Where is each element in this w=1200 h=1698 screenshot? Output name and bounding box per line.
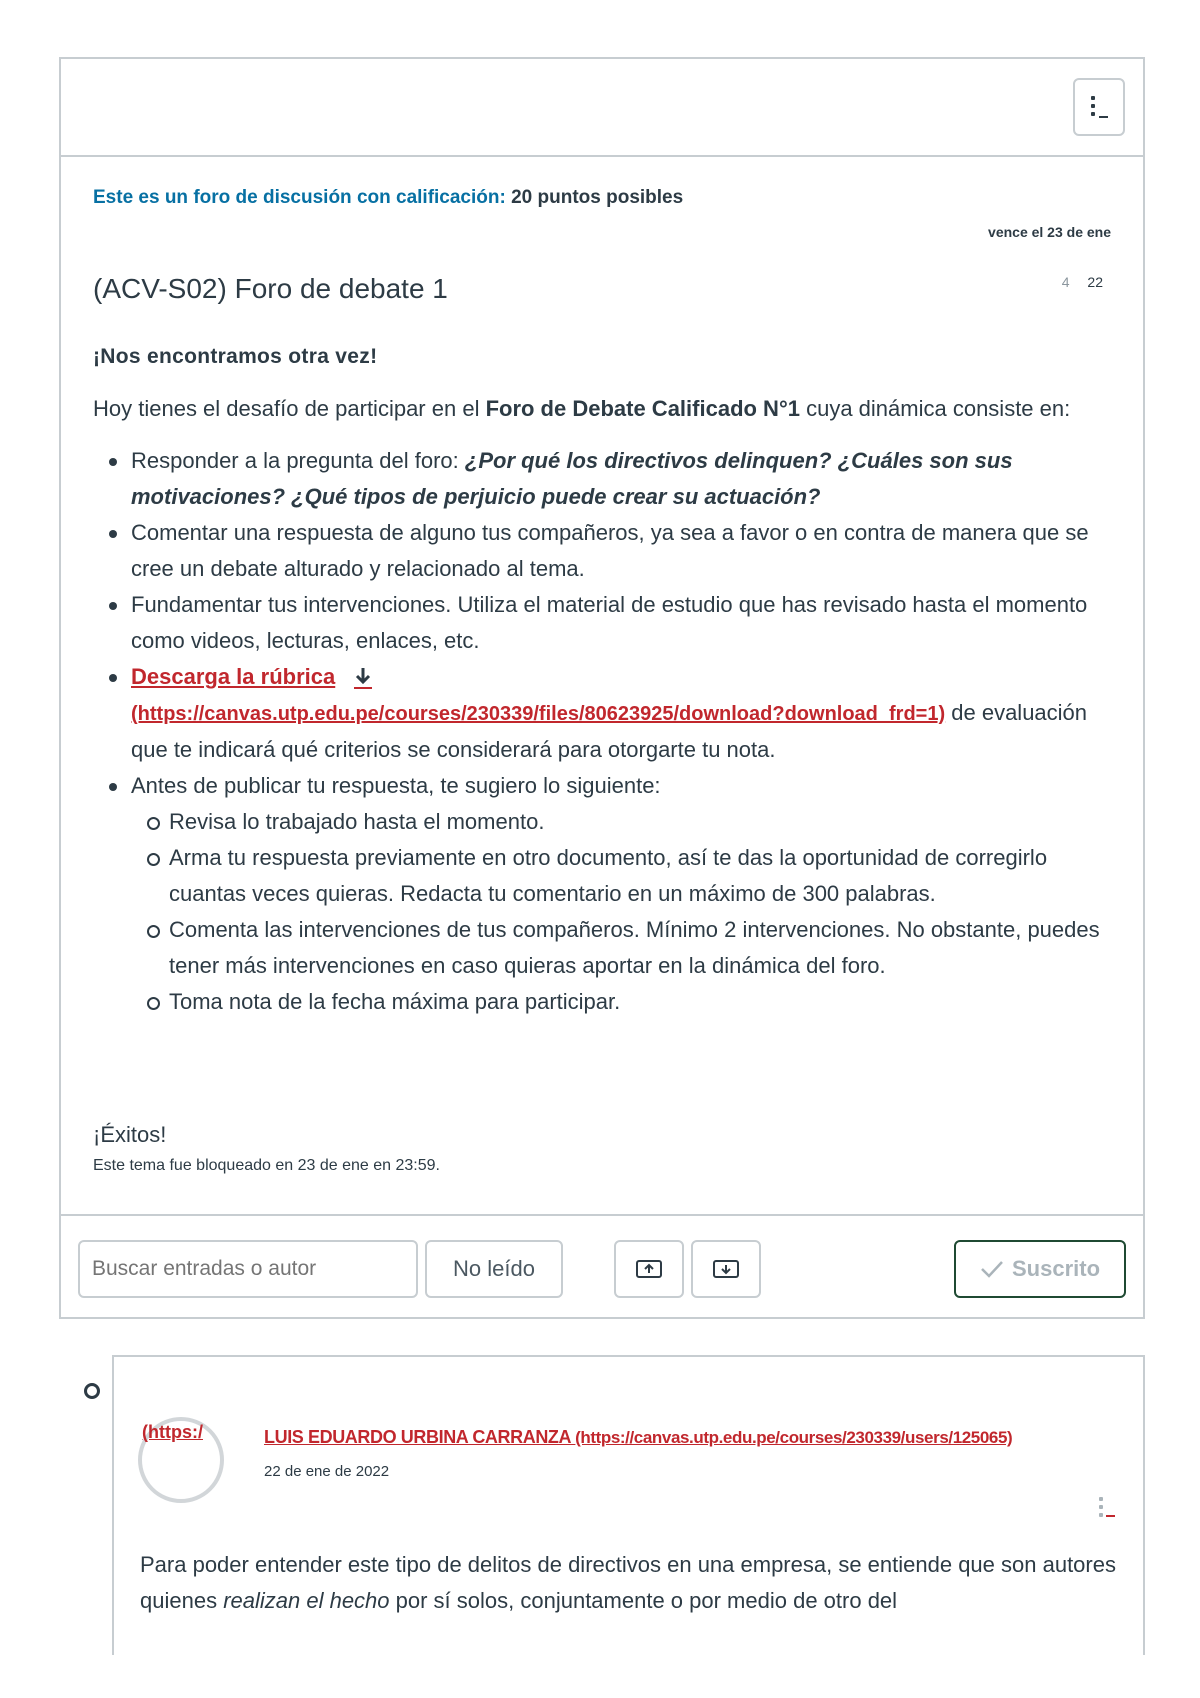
- topic-message: [93, 339, 1113, 1020]
- list-item: Comentar una respuesta de alguno tus compañeros, ya sea a favor o en contra de manera que se cree un debate alturado y relacionado al tema.: [93, 515, 1113, 587]
- graded-lead-text: Este es un foro de discusión con calificación:: [93, 187, 506, 208]
- list-item: Responder a la pregunta del foro: ¿Por qué los directivos delinquen? ¿Cuáles son sus motivaciones? ¿Qué tipos de perjuicio puede crear su actuación?: [93, 443, 1113, 515]
- unread-count: 4: [1061, 274, 1070, 290]
- search-input[interactable]: [78, 1240, 418, 1298]
- collapse-icon: [636, 1258, 662, 1280]
- sub-list-item: Comenta las intervenciones de tus compañeros. Mínimo 2 intervenciones. No obstante, puedes tener más intervenciones en caso quieras aportar en la dinámica del foro.: [131, 912, 1113, 984]
- topic-header-bar: [61, 59, 1143, 157]
- locked-notice: Este tema fue bloqueado en 23 de ene en 23:59.: [93, 1157, 440, 1174]
- unread-filter-button[interactable]: No leído: [425, 1240, 563, 1298]
- points-possible: 20 puntos posibles: [511, 187, 684, 208]
- more-options-icon: [1091, 96, 1108, 118]
- topic-options-button[interactable]: [1073, 78, 1125, 136]
- discussion-entry: [112, 1355, 1145, 1655]
- author-name-link[interactable]: LUIS EDUARDO URBINA CARRANZA (https://canvas.utp.edu.pe/courses/230339/users/125065): [264, 1427, 1013, 1447]
- sub-list-item: Arma tu respuesta previamente en otro documento, así te das la oportunidad de corregirlo cuantas veces quieras. Redacta tu comentario en un máximo de 300 palabras.: [131, 840, 1113, 912]
- total-count: 22: [1087, 274, 1103, 290]
- more-options-icon: [1099, 1497, 1103, 1517]
- graded-discussion-notice: [93, 187, 683, 209]
- sub-list-item: Toma nota de la fecha máxima para participar.: [131, 984, 1113, 1020]
- collapse-replies-button[interactable]: [614, 1240, 684, 1298]
- suggestions-list: [131, 804, 1113, 1020]
- entry-options-button[interactable]: [1099, 1497, 1115, 1517]
- rubric-url-link[interactable]: (https://canvas.utp.edu.pe/courses/230339/files/80623925/download?download_frd=1): [131, 703, 946, 725]
- checkmark-icon: [980, 1259, 1004, 1279]
- expand-replies-button[interactable]: [691, 1240, 761, 1298]
- unread-indicator-icon[interactable]: [84, 1383, 100, 1399]
- entry-date: 22 de ene de 2022: [264, 1463, 390, 1480]
- discussion-topic-card: [59, 57, 1145, 1319]
- list-item: Fundamentar tus intervenciones. Utiliza el material de estudio que has revisado hasta el momento como videos, lecturas, enlaces, etc.: [93, 587, 1113, 659]
- instructions-list: [93, 443, 1113, 1020]
- greeting: ¡Nos encontramos otra vez!: [93, 345, 378, 368]
- subscribed-button[interactable]: [954, 1240, 1126, 1298]
- due-date: vence el 23 de ene: [988, 224, 1111, 240]
- list-item: Antes de publicar tu respuesta, te sugiero lo siguiente: Revisa lo trabajado hasta el momento. Arma tu respuesta previamente en otro documento, así te das la oportunidad de corregirlo cuantas veces quieras. Redacta tu comentario en un máximo de 300 palabras. Comenta las intervenciones de tus compañeros. Mínimo 2 intervenciones. No obstante, puedes tener más intervenciones en caso quieras aportar en la dinámica del foro. Toma nota de la fecha máxima para participar.: [93, 768, 1113, 1020]
- entry-message: Para poder entender este tipo de delitos de directivos en una empresa, se entiende que son autores quienes realizan el hecho por sí solos, conjuntamente o por medio de otro del: [140, 1552, 1116, 1613]
- closing-text: ¡Éxitos!: [93, 1122, 167, 1147]
- subscribed-label: Suscrito: [1011, 1256, 1101, 1281]
- rubric-download-link[interactable]: Descarga la rúbrica: [131, 664, 336, 689]
- intro-paragraph: Hoy tienes el desafío de participar en el Foro de Debate Calificado N°1 cuya dinámica consiste en:: [93, 396, 1071, 421]
- avatar-link[interactable]: (https:/: [142, 1422, 203, 1442]
- discussion-toolbar: [61, 1214, 1143, 1317]
- sub-list-item: Revisa lo trabajado hasta el momento.: [131, 804, 1113, 840]
- topic-title: (ACV-S02) Foro de debate 1: [93, 273, 448, 304]
- expand-icon: [713, 1258, 739, 1280]
- reply-counts: [1062, 274, 1103, 290]
- list-item: Descarga la rúbrica (https://canvas.utp.edu.pe/courses/230339/files/80623925/download?download_frd=1) de evaluación que te indicará qué criterios se considerará para otorgarte tu nota.: [93, 659, 1113, 768]
- download-icon[interactable]: [349, 664, 377, 692]
